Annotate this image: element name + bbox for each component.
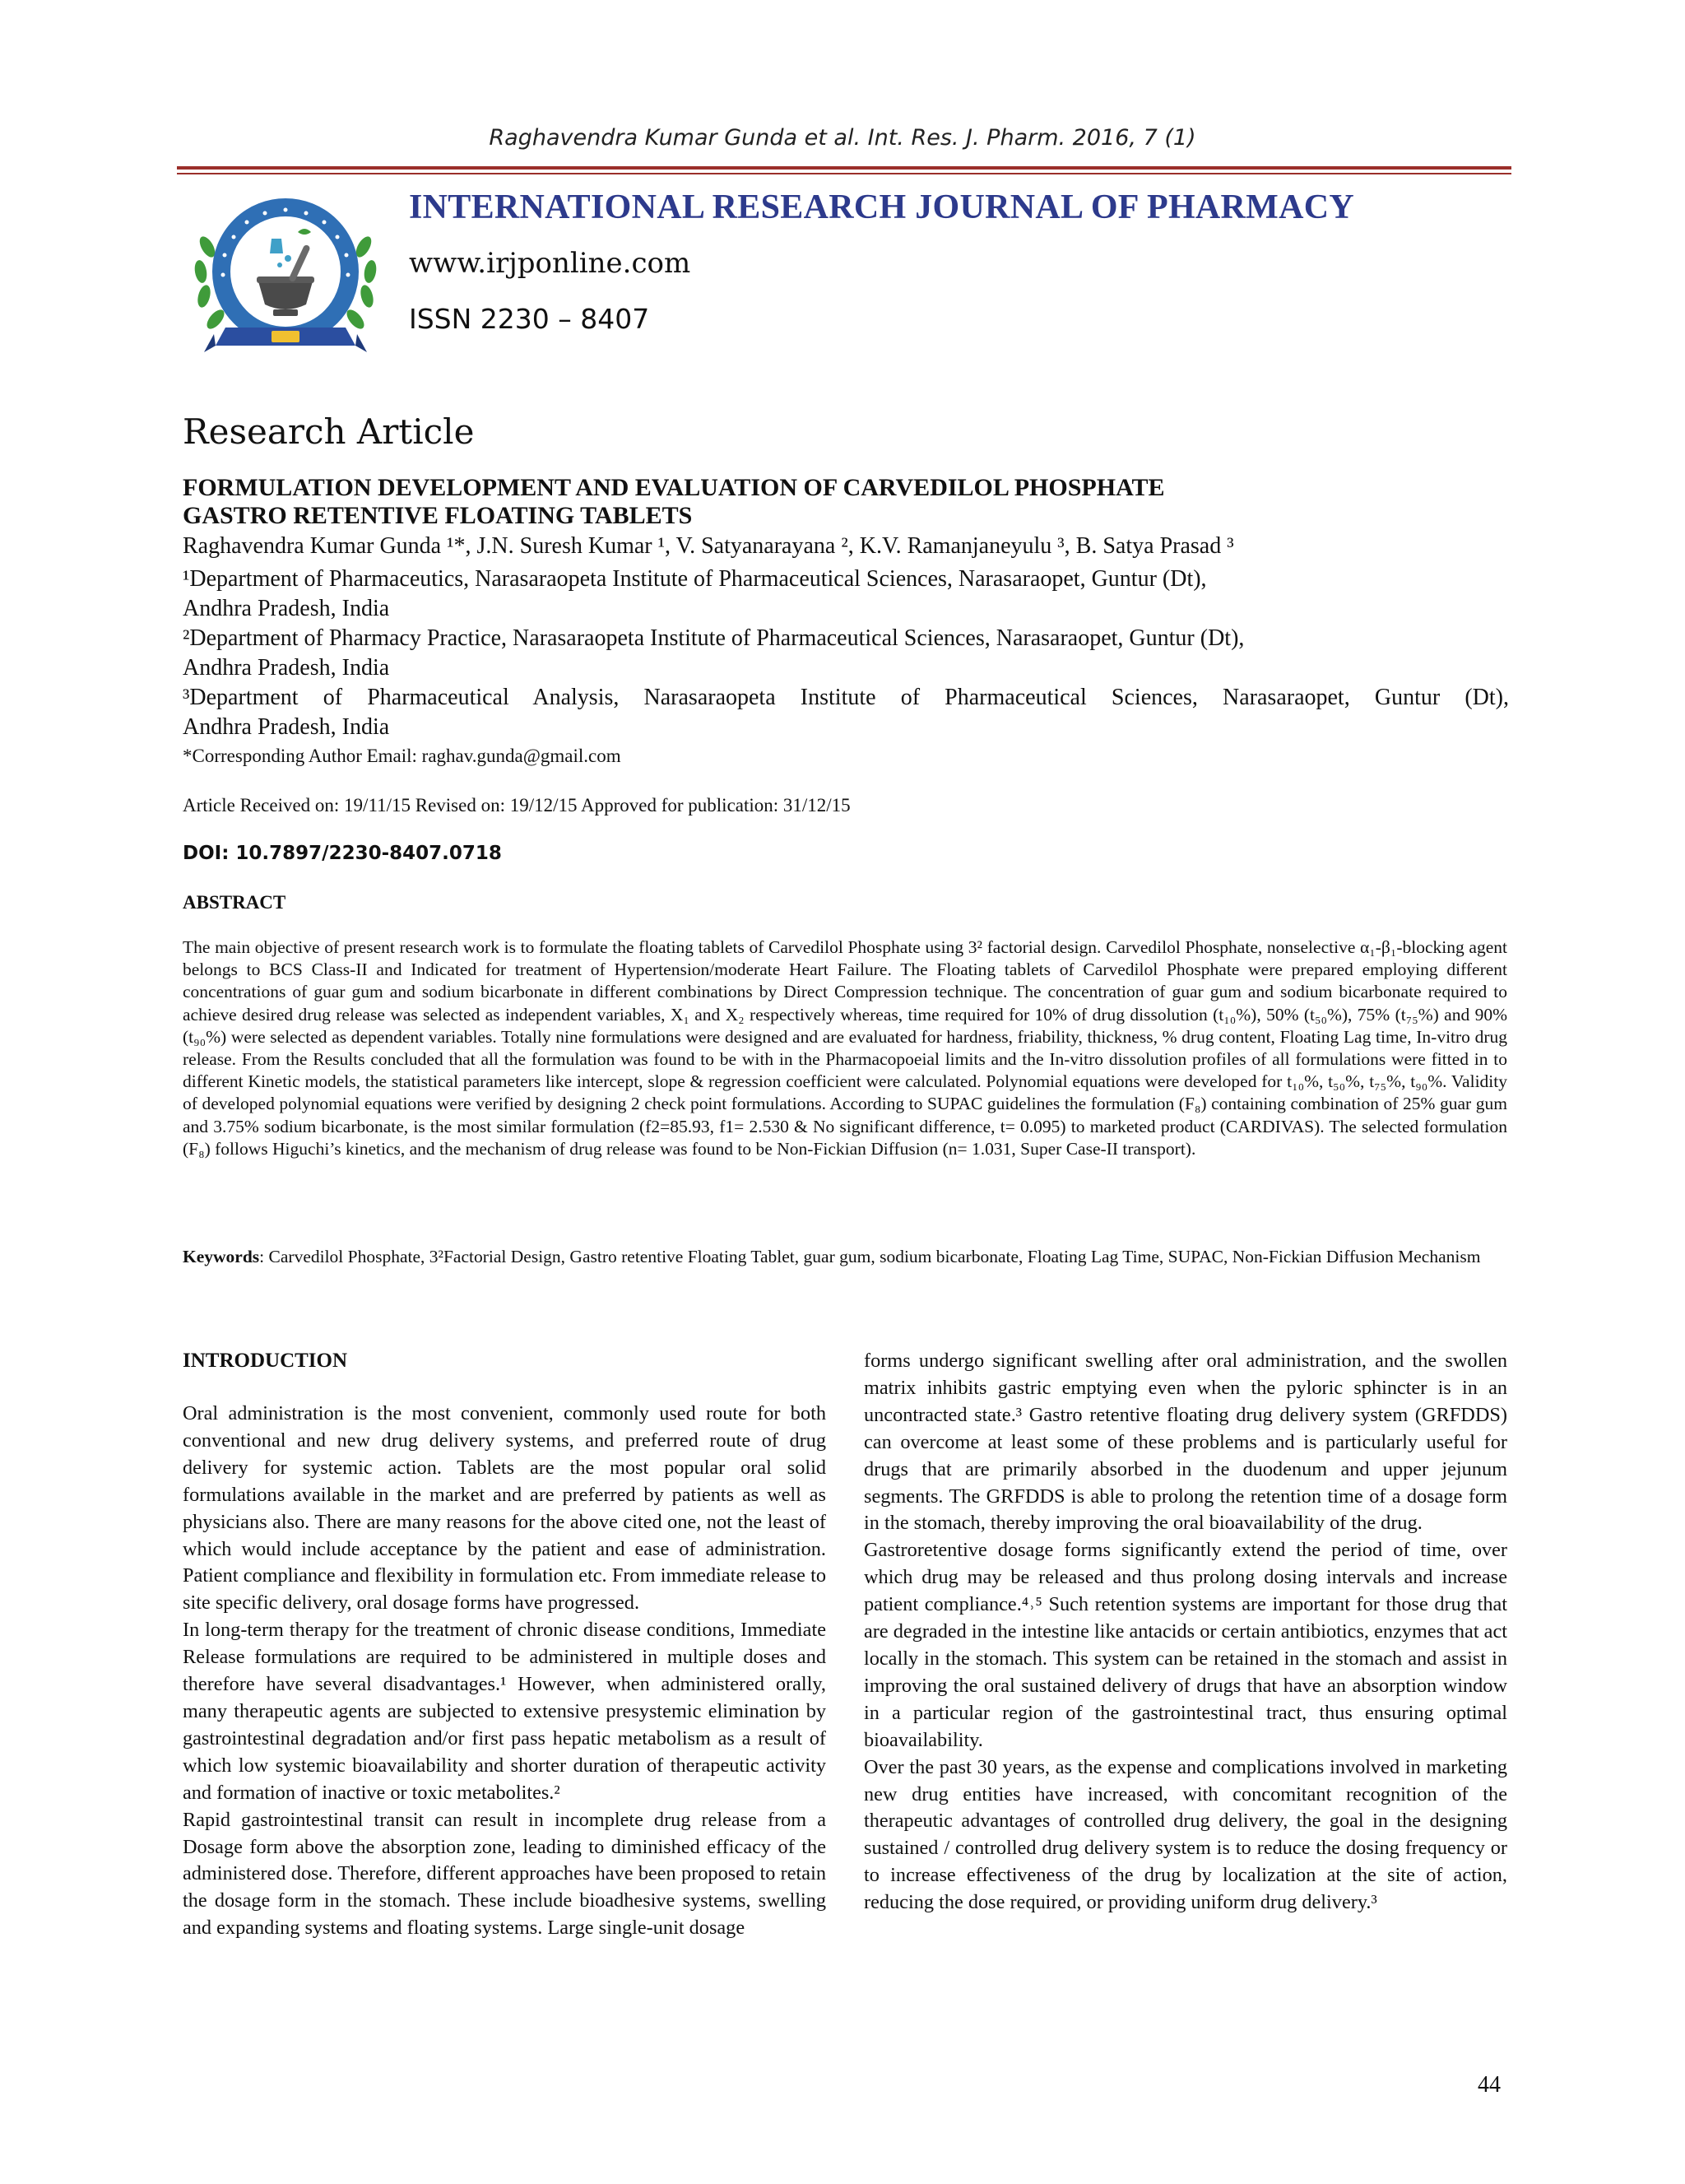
affiliation-3-line-1: ³Department of Pharmaceutical Analysis, Narasaraopeta Institute of Pharmaceutical Sciences, Narasaraopet, Guntur (Dt), (183, 685, 1509, 710)
affiliation-2-line-1: ²Department of Pharmacy Practice, Narasaraopeta Institute of Pharmaceutical Sciences, Narasaraopet, Guntur (Dt), (183, 625, 1245, 651)
left-column (183, 1401, 826, 1942)
affiliation-1-line-1: ¹Department of Pharmaceutics, Narasaraopeta Institute of Pharmaceutical Sciences, Narasaraopet, Guntur (Dt), (183, 566, 1207, 592)
intro-paragraph-5: Gastroretentive dosage forms significantly extend the period of time, over which drug may be released and thus prolong dosing intervals and increase patient compliance.⁴˒⁵ Such retention systems are important for those drug that are degraded in the intestine like antacids or certain antibiotics, enzymes that act locally in the stomach. This system can be retained in the stomach and assist in improving the oral sustained delivery of drugs that have an absorption window in a particular region of the gastrointestinal tract, thus ensuring optimal bioavailability. (864, 1539, 1507, 1751)
article-type: Research Article (183, 411, 475, 452)
keywords-label: Keywords (183, 1247, 260, 1266)
corresponding-author: *Corresponding Author Email: raghav.gunda@gmail.com (183, 746, 621, 766)
affiliation-2 (183, 624, 1509, 683)
paper-title-line-2: GASTRO RETENTIVE FLOATING TABLETS (183, 502, 693, 529)
journal-website[interactable]: www.irjponline.com (409, 247, 691, 280)
journal-title: INTERNATIONAL RESEARCH JOURNAL OF PHARMACY (409, 188, 1355, 226)
abstract-heading: ABSTRACT (183, 892, 286, 913)
mortar-pestle-seal-icon (183, 189, 388, 362)
intro-paragraph-3: Rapid gastrointestinal transit can result in incomplete drug release from a Dosage form above the absorption zone, leading to diminished efficacy of the administered dose. Therefore, different approaches have been proposed to retain the dosage form in the stomach. These include bioadhesive systems, swelling and expanding systems and floating systems. Large single-unit dosage (183, 1808, 826, 1940)
page-number: 44 (1478, 2072, 1501, 2098)
article-dates: Article Received on: 19/11/15 Revised on: 19/12/15 Approved for publication: 31/12/15 (183, 795, 851, 816)
intro-paragraph-6: Over the past 30 years, as the expense and complications involved in marketing new drug entities have increased, with concomitant recognition of the therapeutic advantages of controlled drug delivery, the goal in the designing sustained / controlled drug delivery system is to reduce the dosing frequency or to increase effectiveness of the drug by localization at the site of action, reducing the dose required, or providing uniform drug delivery.³ (864, 1755, 1507, 1914)
header-rule-thick (177, 166, 1511, 170)
keywords (183, 1246, 1507, 1269)
introduction-heading: INTRODUCTION (183, 1350, 348, 1372)
paper-title-line-1: FORMULATION DEVELOPMENT AND EVALUATION OF CARVEDILOL PHOSPHATE (183, 474, 1165, 501)
doi[interactable]: DOI: 10.7897/2230-8407.0718 (183, 843, 502, 864)
header-rule-thin (177, 173, 1511, 174)
intro-paragraph-4: forms undergo significant swelling after oral administration, and the swollen matrix inhibits gastric emptying even when the pyloric sphincter is in an uncontracted state.³ Gastro retentive floating drug delivery system (GRFDDS) can overcome at least some of these problems and is particularly useful for drugs that are primarily absorbed in the duodenum and upper jejunum segments. The GRFDDS is able to prolong the retention time of a dosage form in the stomach, thereby improving the oral bioavailability of the drug. (864, 1350, 1507, 1535)
affiliation-3 (183, 683, 1509, 742)
right-column (864, 1348, 1507, 1917)
journal-logo (183, 189, 388, 362)
affiliation-3-line-2: Andhra Pradesh, India (183, 714, 390, 740)
affiliation-1 (183, 565, 1509, 624)
affiliation-2-line-2: Andhra Pradesh, India (183, 655, 390, 681)
affiliation-1-line-2: Andhra Pradesh, India (183, 596, 390, 621)
author-list: Raghavendra Kumar Gunda ¹*, J.N. Suresh Kumar ¹, V. Satyanarayana ², K.V. Ramanjaneyulu ³, B. Satya Prasad ³ (183, 533, 1234, 559)
running-head: Raghavendra Kumar Gunda et al. Int. Res. J. Pharm. 2016, 7 (1) (489, 125, 1196, 151)
journal-issn: ISSN 2230 – 8407 (409, 303, 650, 335)
abstract-text: The main objective of present research work is to formulate the floating tablets of Carvedilol Phosphate using 3² factorial design. Carvedilol Phosphate, nonselective α₁-β₁-blocking agent belongs to BCS Class-II and Indicated for treatment of Hypertension/moderate Heart Failure. The Floating tablets of Carvedilol Phosphate were prepared employing different concentrations of guar gum and sodium bicarbonate in different combinations by Direct Compression technique. The concentration of guar gum and sodium bicarbonate required to achieve desired drug release was selected as independent variables, X₁ and X₂ respectively whereas, time required for 10% of drug dissolution (t₁₀%), 50% (t₅₀%), 75% (t₇₅%) and 90% (t₉₀%) were selected as dependent variables. Totally nine formulations were designed and are evaluated for hardness, friability, thickness, % drug content, Floating Lag time, In-vitro drug release. From the Results concluded that all the formulation was found to be with in the Pharmacopoeial limits and the In-vitro dissolution profiles of all formulations were fitted in to different Kinetic models, the statistical parameters like intercept, slope & regression coefficient were calculated. Polynomial equations were developed for t₁₀%, t₅₀%, t₇₅%, t₉₀%. Validity of developed polynomial equations were verified by designing 2 check point formulations. According to SUPAC guidelines the formulation (F₈) containing combination of 25% guar gum and 3.75% sodium bicarbonate, is the most similar formulation (f2=85.93, f1= 2.530 & No significant difference, t= 0.095) to marketed product (CARDIVAS). The selected formulation (F₈) follows Higuchi’s kinetics, and the mechanism of drug release was found to be Non-Fickian Diffusion (n= 1.031, Super Case-II transport). (183, 937, 1507, 1159)
paper-title (183, 474, 1516, 530)
intro-paragraph-2: In long-term therapy for the treatment of chronic disease conditions, Immediate Release formulations are required to be administered in multiple doses and therefore have several disadvantages.¹ However, when administered orally, many therapeutic agents are subjected to extensive presystemic elimination by gastrointestinal degradation and/or first pass hepatic metabolism as a result of which low systemic bioavailability and shorter duration of therapeutic activity and formation of inactive or toxic metabolites.² (183, 1619, 826, 1804)
keywords-list: : Carvedilol Phosphate, 3²Factorial Design, Gastro retentive Floating Tablet, guar gum, sodium bicarbonate, Floating Lag Time, SUPAC, Non-Fickian Diffusion Mechanism (259, 1247, 1481, 1266)
intro-paragraph-1: Oral administration is the most convenient, commonly used route for both conventional and new drug delivery systems, and preferred route of drug delivery for systemic action. Tablets are the most popular oral solid formulations available in the market and are preferred by patients as well as physicians also. There are many reasons for the above cited one, not the least of which would include acceptance by the patient and ease of administration. Patient compliance and flexibility in formulation etc. From immediate release to site specific delivery, oral dosage forms have progressed. (183, 1402, 826, 1615)
